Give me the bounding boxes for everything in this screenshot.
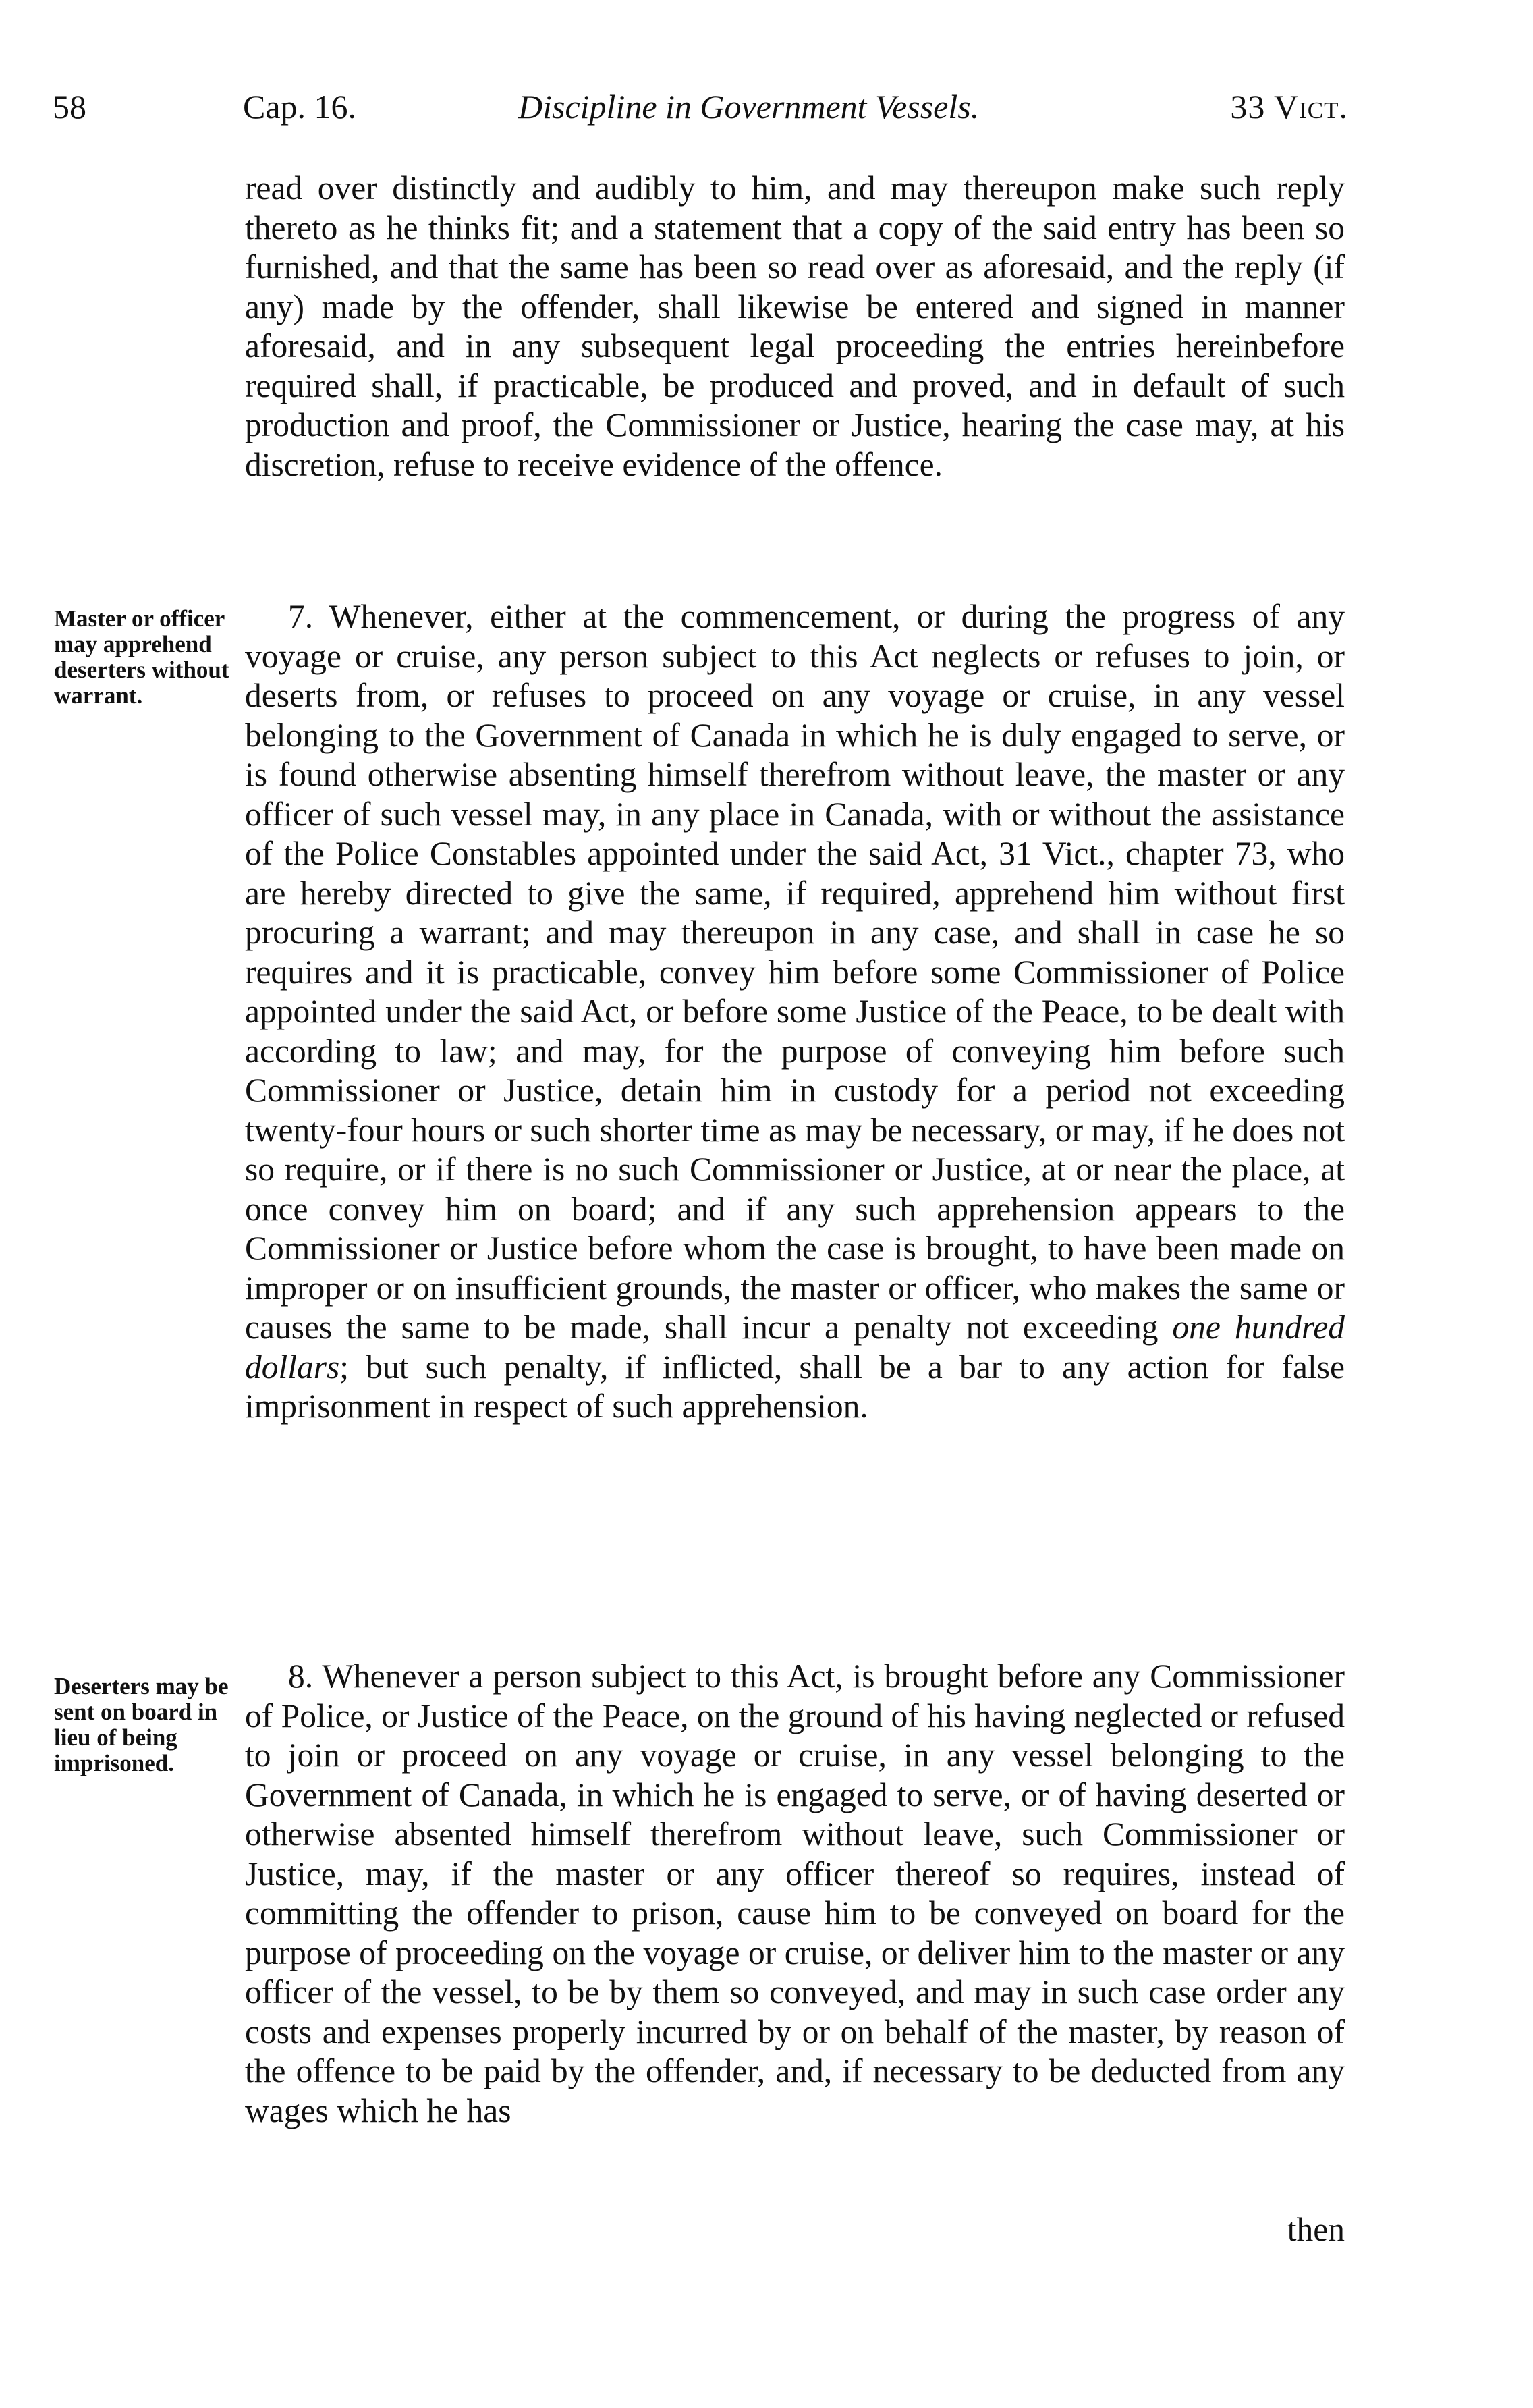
penalty-amount: one hundred dollars [245,1309,1345,1386]
regnal-year: 33 Vict. [1230,88,1348,126]
section-8 [245,1657,1345,2131]
running-title: Discipline in Government Vessels. [518,88,980,126]
catchword: then [1287,2211,1345,2248]
section-7-text-end: ; but such penalty, if inflicted, shall be a bar to any action for false imprisonment in respect of such apprehension. [245,1348,1345,1425]
section-7 [245,597,1345,1427]
section-number: 7. [288,598,314,635]
paragraph-continued: read over distinctly and audibly to him, and may thereupon make such reply thereto as he thinks fit; and a statement that a copy of the said entry has been so furnished, and that the same has been so read over as aforesaid, and the reply (if any) made by the offender, shall likewise be entered and signed in manner aforesaid, and in any subsequent legal proceeding the entries hereinbefore required shall, if practicable, be produced and proved, and in default of such production and proof, the Commissioner or Justice, hearing the case may, at his discretion, refuse to receive evidence of the offence. [245,169,1345,483]
margin-note-section-8: Deserters may be sent on board in lieu of being imprisoned. [54,1673,229,1776]
margin-note-section-7: Master or officer may apprehend deserters without warrant. [54,605,229,709]
running-header [53,80,1348,134]
section-7-text: Whenever, either at the commencement, or during the progress of any voyage or cruise, any person subject to this Act neglects or refuses to join, or deserts from, or refuses to proceed on any voyage or cruise, in any vessel belonging to the Government of Canada in which he is duly engaged to serve, or is found otherwise absenting himself therefrom without leave, the master or any officer of such vessel may, in any place in Canada, with or without the assistance of the Police Constables appointed under the said Act, 31 Vict., chapter 73, who are hereby directed to give the same, if required, apprehend him without first procuring a warrant; and may thereupon in any case, and shall in case he so requires and it is practicable, convey him before some Commissioner of Police appointed under the said Act, or before some Justice of the Peace, to be dealt with according to law; and may, for the purpose of conveying him before such Commissioner or Justice, detain him in custody for a period not exceeding twenty-four hours or such shorter time as may be necessary, or may, if he does not so require, or if there is no such Commissioner or Justice, at or near the place, at once convey him on board; and if any such apprehension appears to the Commissioner or Justice before whom the case is brought, to have been made on improper or on insufficient grounds, the master or officer, who makes the same or causes the same to be made, shall incur a penalty not exceeding [245,598,1345,1346]
page-number: 58 [53,88,86,126]
chapter-label: Cap. 16. [243,88,357,126]
section-8-text: Whenever a person subject to this Act, is brought before any Commissioner of Police, or Justice of the Peace, on the ground of his having neglected or refused to join or proceed on any voyage or cruise, in any vessel belonging to the Government of Canada, in which he is engaged to serve, or of having deserted or otherwise absented himself therefrom without leave, such Commissioner or Justice, may, if the master or any officer thereof so requires, instead of committing the offender to prison, cause him to be conveyed on board for the purpose of proceeding on the voyage or cruise, or deliver him to the master or any officer of the vessel, to be by them so conveyed, and may in such case order any costs and expenses properly incurred by or on behalf of the master, by reason of the offence to be paid by the offender, and, if necessary to be deducted from any wages which he has [245,1658,1345,2129]
section-number: 8. [288,1658,314,1695]
